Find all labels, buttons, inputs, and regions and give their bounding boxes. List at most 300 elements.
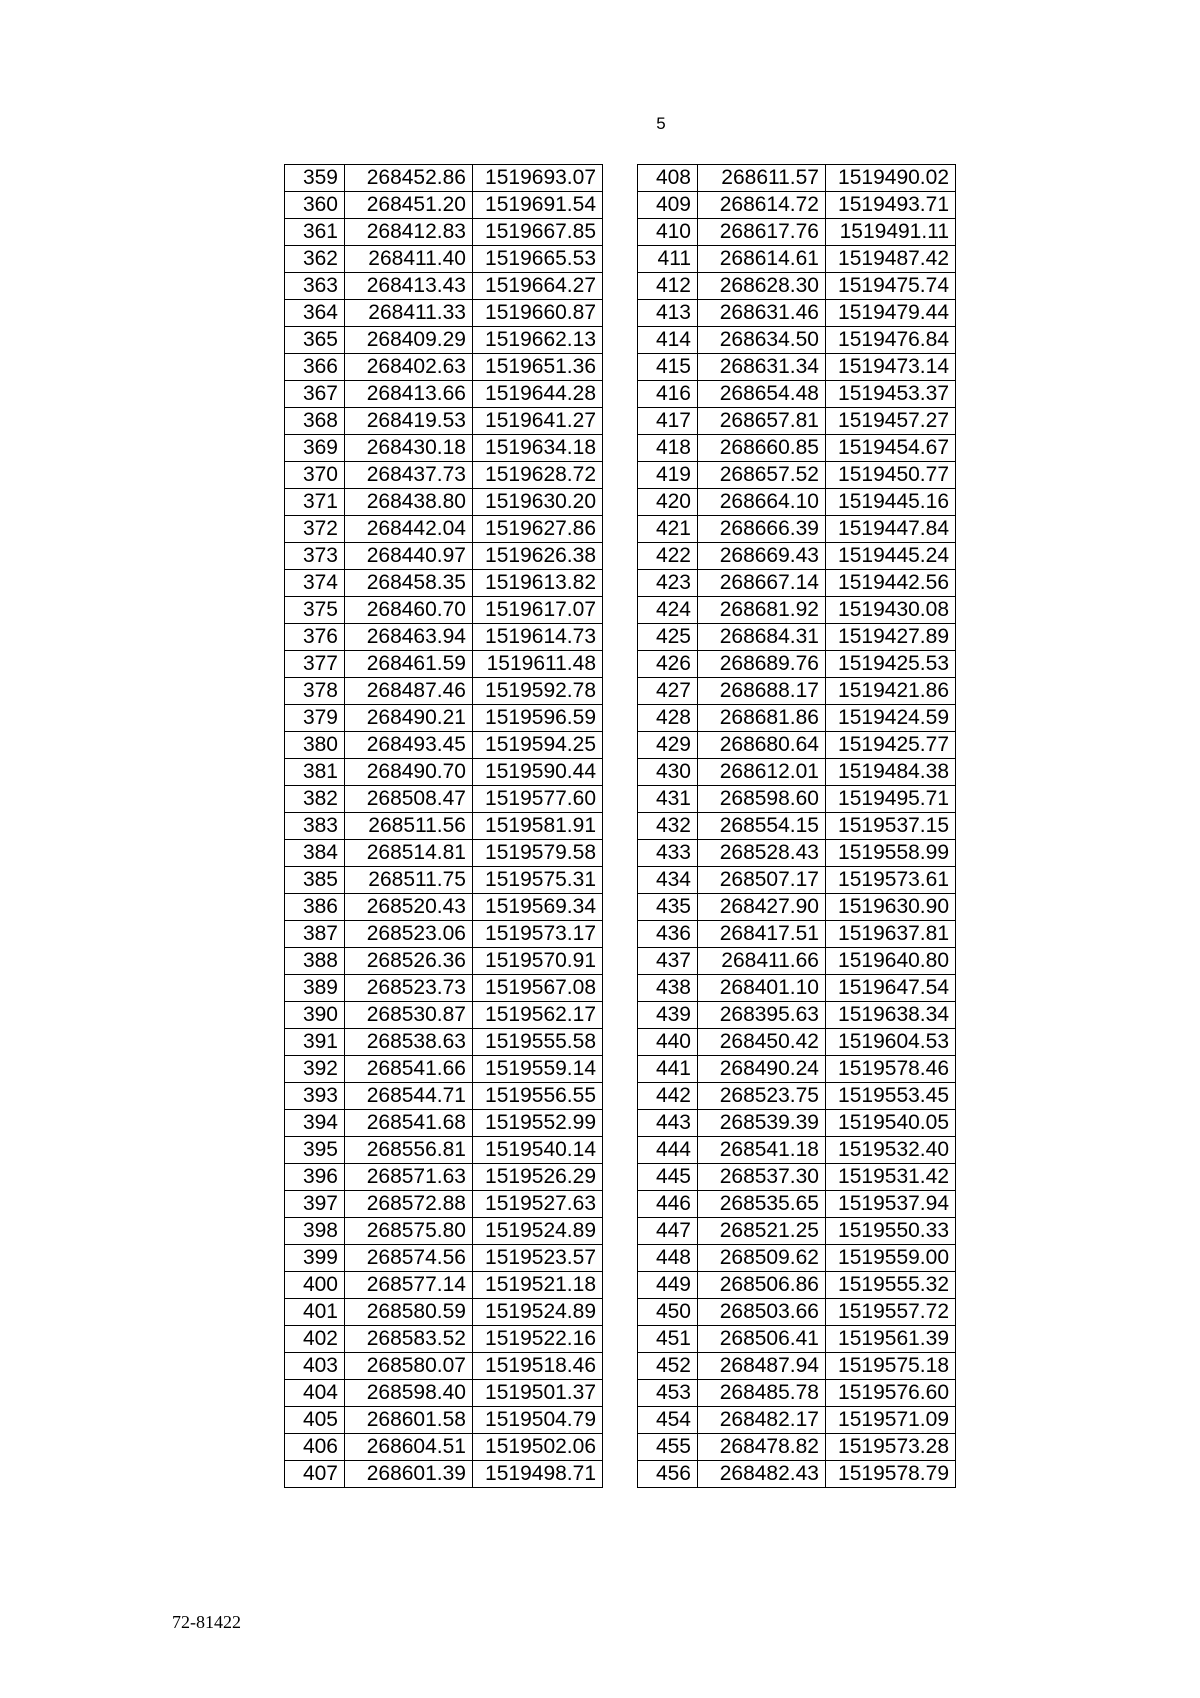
x-coordinate-cell: 268617.76: [698, 219, 826, 246]
table-row: [638, 1407, 956, 1434]
x-coordinate-cell: 268411.40: [345, 246, 473, 273]
y-coordinate-cell: 1519522.16: [473, 1326, 603, 1353]
y-coordinate-cell: 1519447.84: [826, 516, 956, 543]
y-coordinate-cell: 1519693.07: [473, 165, 603, 192]
y-coordinate-cell: 1519573.28: [826, 1434, 956, 1461]
x-coordinate-cell: 268487.46: [345, 678, 473, 705]
y-coordinate-cell: 1519575.31: [473, 867, 603, 894]
point-number-cell: 373: [285, 543, 345, 570]
y-coordinate-cell: 1519479.44: [826, 300, 956, 327]
y-coordinate-cell: 1519592.78: [473, 678, 603, 705]
x-coordinate-cell: 268450.42: [698, 1029, 826, 1056]
y-coordinate-cell: 1519594.25: [473, 732, 603, 759]
y-coordinate-cell: 1519424.59: [826, 705, 956, 732]
point-number-cell: 360: [285, 192, 345, 219]
y-coordinate-cell: 1519526.29: [473, 1164, 603, 1191]
point-number-cell: 446: [638, 1191, 698, 1218]
y-coordinate-cell: 1519558.99: [826, 840, 956, 867]
y-coordinate-cell: 1519555.32: [826, 1272, 956, 1299]
x-coordinate-cell: 268485.78: [698, 1380, 826, 1407]
x-coordinate-cell: 268601.58: [345, 1407, 473, 1434]
table-row: [638, 1326, 956, 1353]
point-number-cell: 413: [638, 300, 698, 327]
table-row: [638, 786, 956, 813]
point-number-cell: 364: [285, 300, 345, 327]
coordinates-table-left-body: [285, 165, 603, 1488]
table-row: [285, 1164, 603, 1191]
y-coordinate-cell: 1519628.72: [473, 462, 603, 489]
table-row: [638, 543, 956, 570]
point-number-cell: 397: [285, 1191, 345, 1218]
table-row: [285, 624, 603, 651]
x-coordinate-cell: 268634.50: [698, 327, 826, 354]
point-number-cell: 371: [285, 489, 345, 516]
x-coordinate-cell: 268664.10: [698, 489, 826, 516]
point-number-cell: 455: [638, 1434, 698, 1461]
table-row: [285, 300, 603, 327]
y-coordinate-cell: 1519557.72: [826, 1299, 956, 1326]
table-row: [638, 1299, 956, 1326]
point-number-cell: 393: [285, 1083, 345, 1110]
x-coordinate-cell: 268601.39: [345, 1461, 473, 1488]
point-number-cell: 454: [638, 1407, 698, 1434]
table-row: [638, 462, 956, 489]
point-number-cell: 404: [285, 1380, 345, 1407]
table-row: [285, 1029, 603, 1056]
y-coordinate-cell: 1519647.54: [826, 975, 956, 1002]
x-coordinate-cell: 268689.76: [698, 651, 826, 678]
table-row: [285, 273, 603, 300]
y-coordinate-cell: 1519454.67: [826, 435, 956, 462]
y-coordinate-cell: 1519425.53: [826, 651, 956, 678]
x-coordinate-cell: 268452.86: [345, 165, 473, 192]
table-row: [638, 1056, 956, 1083]
point-number-cell: 415: [638, 354, 698, 381]
y-coordinate-cell: 1519634.18: [473, 435, 603, 462]
y-coordinate-cell: 1519577.60: [473, 786, 603, 813]
point-number-cell: 411: [638, 246, 698, 273]
table-row: [285, 1299, 603, 1326]
x-coordinate-cell: 268493.45: [345, 732, 473, 759]
y-coordinate-cell: 1519430.08: [826, 597, 956, 624]
point-number-cell: 402: [285, 1326, 345, 1353]
table-row: [285, 516, 603, 543]
table-row: [285, 246, 603, 273]
table-row: [638, 1110, 956, 1137]
table-row: [638, 273, 956, 300]
point-number-cell: 367: [285, 381, 345, 408]
y-coordinate-cell: 1519524.89: [473, 1299, 603, 1326]
table-row: [285, 786, 603, 813]
table-row: [285, 327, 603, 354]
table-row: [638, 651, 956, 678]
page-number: 5: [656, 114, 666, 133]
y-coordinate-cell: 1519575.18: [826, 1353, 956, 1380]
table-row: [285, 1137, 603, 1164]
x-coordinate-cell: 268482.17: [698, 1407, 826, 1434]
table-row: [638, 1164, 956, 1191]
x-coordinate-cell: 268511.75: [345, 867, 473, 894]
table-row: [638, 732, 956, 759]
y-coordinate-cell: 1519660.87: [473, 300, 603, 327]
table-row: [285, 678, 603, 705]
table-row: [638, 867, 956, 894]
point-number-cell: 447: [638, 1218, 698, 1245]
point-number-cell: 441: [638, 1056, 698, 1083]
x-coordinate-cell: 268628.30: [698, 273, 826, 300]
table-row: [638, 1461, 956, 1488]
x-coordinate-cell: 268419.53: [345, 408, 473, 435]
table-row: [638, 1083, 956, 1110]
table-row: [285, 759, 603, 786]
x-coordinate-cell: 268503.66: [698, 1299, 826, 1326]
y-coordinate-cell: 1519630.20: [473, 489, 603, 516]
point-number-cell: 401: [285, 1299, 345, 1326]
point-number-cell: 390: [285, 1002, 345, 1029]
x-coordinate-cell: 268688.17: [698, 678, 826, 705]
x-coordinate-cell: 268523.73: [345, 975, 473, 1002]
table-row: [285, 1110, 603, 1137]
table-row: [285, 543, 603, 570]
y-coordinate-cell: 1519638.34: [826, 1002, 956, 1029]
table-row: [285, 381, 603, 408]
y-coordinate-cell: 1519644.28: [473, 381, 603, 408]
point-number-cell: 430: [638, 759, 698, 786]
table-row: [285, 1083, 603, 1110]
table-row: [285, 1056, 603, 1083]
point-number-cell: 409: [638, 192, 698, 219]
point-number-cell: 424: [638, 597, 698, 624]
x-coordinate-cell: 268580.59: [345, 1299, 473, 1326]
y-coordinate-cell: 1519667.85: [473, 219, 603, 246]
x-coordinate-cell: 268506.41: [698, 1326, 826, 1353]
y-coordinate-cell: 1519518.46: [473, 1353, 603, 1380]
y-coordinate-cell: 1519498.71: [473, 1461, 603, 1488]
y-coordinate-cell: 1519475.74: [826, 273, 956, 300]
table-row: [285, 570, 603, 597]
x-coordinate-cell: 268681.86: [698, 705, 826, 732]
x-coordinate-cell: 268583.52: [345, 1326, 473, 1353]
point-number-cell: 410: [638, 219, 698, 246]
point-number-cell: 384: [285, 840, 345, 867]
table-row: [638, 813, 956, 840]
point-number-cell: 375: [285, 597, 345, 624]
y-coordinate-cell: 1519641.27: [473, 408, 603, 435]
y-coordinate-cell: 1519491.11: [826, 219, 956, 246]
x-coordinate-cell: 268438.80: [345, 489, 473, 516]
point-number-cell: 372: [285, 516, 345, 543]
x-coordinate-cell: 268508.47: [345, 786, 473, 813]
point-number-cell: 442: [638, 1083, 698, 1110]
table-row: [638, 1191, 956, 1218]
point-number-cell: 429: [638, 732, 698, 759]
point-number-cell: 444: [638, 1137, 698, 1164]
y-coordinate-cell: 1519501.37: [473, 1380, 603, 1407]
x-coordinate-cell: 268395.63: [698, 1002, 826, 1029]
table-row: [285, 435, 603, 462]
table-row: [285, 705, 603, 732]
point-number-cell: 363: [285, 273, 345, 300]
point-number-cell: 453: [638, 1380, 698, 1407]
y-coordinate-cell: 1519445.24: [826, 543, 956, 570]
y-coordinate-cell: 1519651.36: [473, 354, 603, 381]
point-number-cell: 388: [285, 948, 345, 975]
y-coordinate-cell: 1519613.82: [473, 570, 603, 597]
point-number-cell: 379: [285, 705, 345, 732]
y-coordinate-cell: 1519540.05: [826, 1110, 956, 1137]
y-coordinate-cell: 1519662.13: [473, 327, 603, 354]
y-coordinate-cell: 1519559.14: [473, 1056, 603, 1083]
table-row: [285, 1272, 603, 1299]
y-coordinate-cell: 1519523.57: [473, 1245, 603, 1272]
y-coordinate-cell: 1519640.80: [826, 948, 956, 975]
x-coordinate-cell: 268523.75: [698, 1083, 826, 1110]
point-number-cell: 437: [638, 948, 698, 975]
y-coordinate-cell: 1519493.71: [826, 192, 956, 219]
point-number-cell: 406: [285, 1434, 345, 1461]
y-coordinate-cell: 1519617.07: [473, 597, 603, 624]
table-row: [285, 1218, 603, 1245]
point-number-cell: 449: [638, 1272, 698, 1299]
x-coordinate-cell: 268554.15: [698, 813, 826, 840]
point-number-cell: 408: [638, 165, 698, 192]
point-number-cell: 428: [638, 705, 698, 732]
x-coordinate-cell: 268411.66: [698, 948, 826, 975]
y-coordinate-cell: 1519567.08: [473, 975, 603, 1002]
table-row: [285, 975, 603, 1002]
y-coordinate-cell: 1519579.58: [473, 840, 603, 867]
x-coordinate-cell: 268401.10: [698, 975, 826, 1002]
point-number-cell: 381: [285, 759, 345, 786]
x-coordinate-cell: 268666.39: [698, 516, 826, 543]
point-number-cell: 399: [285, 1245, 345, 1272]
y-coordinate-cell: 1519476.84: [826, 327, 956, 354]
x-coordinate-cell: 268427.90: [698, 894, 826, 921]
point-number-cell: 361: [285, 219, 345, 246]
x-coordinate-cell: 268458.35: [345, 570, 473, 597]
document-code: 72-81422: [172, 1612, 241, 1632]
y-coordinate-cell: 1519581.91: [473, 813, 603, 840]
table-row: [638, 1245, 956, 1272]
table-row: [638, 192, 956, 219]
y-coordinate-cell: 1519504.79: [473, 1407, 603, 1434]
y-coordinate-cell: 1519596.59: [473, 705, 603, 732]
x-coordinate-cell: 268571.63: [345, 1164, 473, 1191]
x-coordinate-cell: 268611.57: [698, 165, 826, 192]
point-number-cell: 448: [638, 1245, 698, 1272]
y-coordinate-cell: 1519550.33: [826, 1218, 956, 1245]
y-coordinate-cell: 1519442.56: [826, 570, 956, 597]
point-number-cell: 439: [638, 1002, 698, 1029]
y-coordinate-cell: 1519614.73: [473, 624, 603, 651]
y-coordinate-cell: 1519590.44: [473, 759, 603, 786]
y-coordinate-cell: 1519495.71: [826, 786, 956, 813]
x-coordinate-cell: 268528.43: [698, 840, 826, 867]
y-coordinate-cell: 1519553.45: [826, 1083, 956, 1110]
point-number-cell: 456: [638, 1461, 698, 1488]
point-number-cell: 416: [638, 381, 698, 408]
y-coordinate-cell: 1519521.18: [473, 1272, 603, 1299]
table-row: [285, 219, 603, 246]
y-coordinate-cell: 1519450.77: [826, 462, 956, 489]
y-coordinate-cell: 1519578.79: [826, 1461, 956, 1488]
point-number-cell: 394: [285, 1110, 345, 1137]
x-coordinate-cell: 268506.86: [698, 1272, 826, 1299]
x-coordinate-cell: 268556.81: [345, 1137, 473, 1164]
table-row: [638, 597, 956, 624]
table-row: [285, 597, 603, 624]
point-number-cell: 365: [285, 327, 345, 354]
x-coordinate-cell: 268417.51: [698, 921, 826, 948]
table-row: [638, 381, 956, 408]
x-coordinate-cell: 268575.80: [345, 1218, 473, 1245]
y-coordinate-cell: 1519527.63: [473, 1191, 603, 1218]
point-number-cell: 377: [285, 651, 345, 678]
x-coordinate-cell: 268654.48: [698, 381, 826, 408]
y-coordinate-cell: 1519571.09: [826, 1407, 956, 1434]
table-row: [285, 192, 603, 219]
y-coordinate-cell: 1519573.61: [826, 867, 956, 894]
x-coordinate-cell: 268437.73: [345, 462, 473, 489]
y-coordinate-cell: 1519490.02: [826, 165, 956, 192]
table-row: [285, 1434, 603, 1461]
x-coordinate-cell: 268413.43: [345, 273, 473, 300]
point-number-cell: 425: [638, 624, 698, 651]
point-number-cell: 392: [285, 1056, 345, 1083]
x-coordinate-cell: 268521.25: [698, 1218, 826, 1245]
table-row: [638, 435, 956, 462]
x-coordinate-cell: 268461.59: [345, 651, 473, 678]
table-row: [638, 327, 956, 354]
point-number-cell: 391: [285, 1029, 345, 1056]
table-row: [285, 408, 603, 435]
x-coordinate-cell: 268482.43: [698, 1461, 826, 1488]
point-number-cell: 382: [285, 786, 345, 813]
coordinates-table-right-body: [638, 165, 956, 1488]
point-number-cell: 435: [638, 894, 698, 921]
table-row: [285, 1380, 603, 1407]
table-row: [285, 840, 603, 867]
x-coordinate-cell: 268544.71: [345, 1083, 473, 1110]
y-coordinate-cell: 1519425.77: [826, 732, 956, 759]
point-number-cell: 421: [638, 516, 698, 543]
x-coordinate-cell: 268538.63: [345, 1029, 473, 1056]
x-coordinate-cell: 268598.60: [698, 786, 826, 813]
table-row: [285, 1191, 603, 1218]
point-number-cell: 436: [638, 921, 698, 948]
x-coordinate-cell: 268514.81: [345, 840, 473, 867]
x-coordinate-cell: 268631.34: [698, 354, 826, 381]
point-number-cell: 450: [638, 1299, 698, 1326]
y-coordinate-cell: 1519421.86: [826, 678, 956, 705]
x-coordinate-cell: 268402.63: [345, 354, 473, 381]
y-coordinate-cell: 1519570.91: [473, 948, 603, 975]
table-row: [638, 300, 956, 327]
table-row: [285, 1461, 603, 1488]
table-row: [638, 1002, 956, 1029]
x-coordinate-cell: 268523.06: [345, 921, 473, 948]
point-number-cell: 426: [638, 651, 698, 678]
table-row: [285, 732, 603, 759]
point-number-cell: 451: [638, 1326, 698, 1353]
table-row: [638, 1137, 956, 1164]
x-coordinate-cell: 268574.56: [345, 1245, 473, 1272]
y-coordinate-cell: 1519578.46: [826, 1056, 956, 1083]
x-coordinate-cell: 268430.18: [345, 435, 473, 462]
x-coordinate-cell: 268614.61: [698, 246, 826, 273]
y-coordinate-cell: 1519487.42: [826, 246, 956, 273]
point-number-cell: 433: [638, 840, 698, 867]
point-number-cell: 452: [638, 1353, 698, 1380]
x-coordinate-cell: 268541.18: [698, 1137, 826, 1164]
x-coordinate-cell: 268681.92: [698, 597, 826, 624]
table-row: [285, 462, 603, 489]
point-number-cell: 374: [285, 570, 345, 597]
point-number-cell: 370: [285, 462, 345, 489]
x-coordinate-cell: 268572.88: [345, 1191, 473, 1218]
point-number-cell: 423: [638, 570, 698, 597]
point-number-cell: 418: [638, 435, 698, 462]
point-number-cell: 368: [285, 408, 345, 435]
table-row: [638, 975, 956, 1002]
x-coordinate-cell: 268660.85: [698, 435, 826, 462]
y-coordinate-cell: 1519691.54: [473, 192, 603, 219]
x-coordinate-cell: 268412.83: [345, 219, 473, 246]
x-coordinate-cell: 268411.33: [345, 300, 473, 327]
x-coordinate-cell: 268535.65: [698, 1191, 826, 1218]
y-coordinate-cell: 1519559.00: [826, 1245, 956, 1272]
y-coordinate-cell: 1519453.37: [826, 381, 956, 408]
y-coordinate-cell: 1519502.06: [473, 1434, 603, 1461]
y-coordinate-cell: 1519473.14: [826, 354, 956, 381]
y-coordinate-cell: 1519664.27: [473, 273, 603, 300]
x-coordinate-cell: 268680.64: [698, 732, 826, 759]
x-coordinate-cell: 268577.14: [345, 1272, 473, 1299]
coordinates-table-right: [637, 164, 956, 1488]
table-row: [638, 246, 956, 273]
point-number-cell: 362: [285, 246, 345, 273]
point-number-cell: 389: [285, 975, 345, 1002]
x-coordinate-cell: 268669.43: [698, 543, 826, 570]
x-coordinate-cell: 268598.40: [345, 1380, 473, 1407]
x-coordinate-cell: 268463.94: [345, 624, 473, 651]
x-coordinate-cell: 268451.20: [345, 192, 473, 219]
table-row: [638, 489, 956, 516]
y-coordinate-cell: 1519573.17: [473, 921, 603, 948]
point-number-cell: 396: [285, 1164, 345, 1191]
point-number-cell: 417: [638, 408, 698, 435]
point-number-cell: 359: [285, 165, 345, 192]
table-row: [285, 354, 603, 381]
y-coordinate-cell: 1519562.17: [473, 1002, 603, 1029]
y-coordinate-cell: 1519630.90: [826, 894, 956, 921]
y-coordinate-cell: 1519445.16: [826, 489, 956, 516]
y-coordinate-cell: 1519637.81: [826, 921, 956, 948]
table-row: [638, 570, 956, 597]
table-row: [285, 894, 603, 921]
y-coordinate-cell: 1519569.34: [473, 894, 603, 921]
x-coordinate-cell: 268541.66: [345, 1056, 473, 1083]
point-number-cell: 403: [285, 1353, 345, 1380]
table-row: [285, 1002, 603, 1029]
point-number-cell: 432: [638, 813, 698, 840]
table-row: [638, 948, 956, 975]
table-row: [285, 867, 603, 894]
point-number-cell: 414: [638, 327, 698, 354]
coordinates-table-left: [284, 164, 603, 1488]
table-row: [638, 1380, 956, 1407]
x-coordinate-cell: 268511.56: [345, 813, 473, 840]
